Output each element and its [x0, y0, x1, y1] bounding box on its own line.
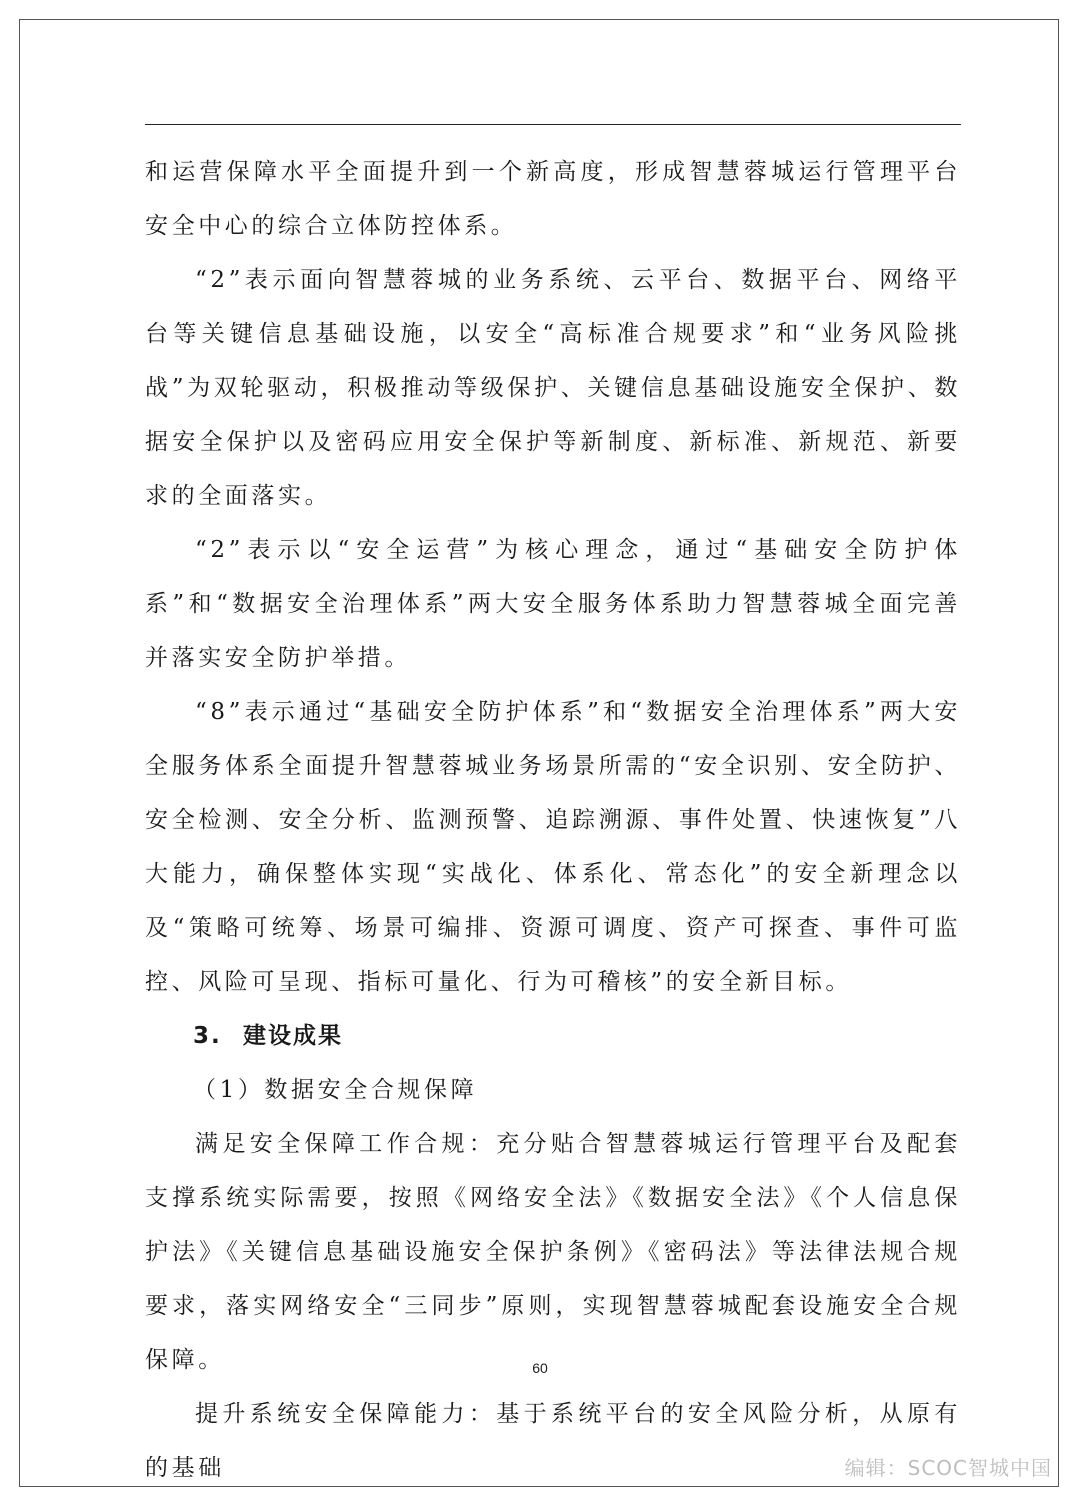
paragraph-2: “2”表示面向智慧蓉城的业务系统、云平台、数据平台、网络平台等关键信息基础设施，以安全“高标准合规要求”和“业务风险挑战”为双轮驱动，积极推动等级保护、关键信息基础设施安全保护、数据安全保护以及密码应用安全保护等新制度、新标准、新规范、新要求的全面落实。	[145, 267, 961, 509]
subsection-heading: （1）数据安全合规保障	[193, 1077, 478, 1103]
section-number: 3.	[193, 1023, 222, 1049]
watermark: 编辑：SCOC智城中国	[844, 1456, 1052, 1480]
page-number: 60	[532, 1360, 548, 1376]
paragraph-3: “2”表示以“安全运营”为核心理念，通过“基础安全防护体系”和“数据安全治理体系”两大安全服务体系助力智慧蓉城全面完善并落实安全防护举措。	[145, 537, 961, 671]
paragraph-4: “8”表示通过“基础安全防护体系”和“数据安全治理体系”两大安全服务体系全面提升智慧蓉城业务场景所需的“安全识别、安全防护、安全检测、安全分析、监测预警、追踪溯源、事件处置、快速恢复”八大能力，确保整体实现“实战化、体系化、常态化”的安全新理念以及“策略可统筹、场景可编排、资源可调度、资产可探查、事件可监控、风险可呈现、指标可量化、行为可稽核”的安全新目标。	[145, 699, 961, 995]
document-body	[145, 145, 961, 1495]
paragraph-1: 和运营保障水平全面提升到一个新高度，形成智慧蓉城运行管理平台安全中心的综合立体防控体系。	[145, 159, 961, 239]
paragraph-5: 满足安全保障工作合规：充分贴合智慧蓉城运行管理平台及配套支撑系统实际需要，按照《网络安全法》《数据安全法》《个人信息保护法》《关键信息基础设施安全保护条例》《密码法》等法律法规合规要求，落实网络安全“三同步”原则，实现智慧蓉城配套设施安全合规保障。	[145, 1131, 961, 1373]
paragraph-6: 提升系统安全保障能力：基于系统平台的安全风险分析，从原有的基础	[145, 1401, 961, 1481]
header-rule	[145, 124, 961, 125]
section-heading	[145, 1009, 961, 1063]
section-title: 建设成果	[243, 1023, 343, 1049]
